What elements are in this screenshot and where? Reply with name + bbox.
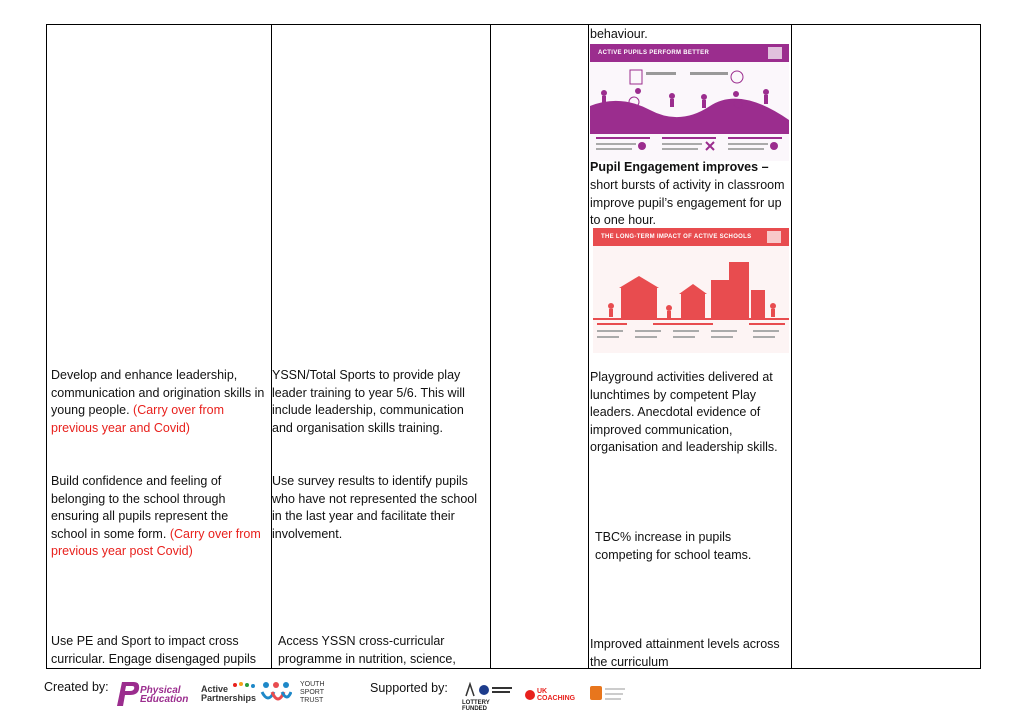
table-border-top — [46, 24, 981, 25]
table-border-right — [980, 24, 981, 668]
sport-england-lottery-logo — [462, 682, 514, 712]
yst-logo-text: YOUTH SPORT TRUST — [300, 681, 325, 704]
table-column-divider — [791, 24, 792, 668]
uk-coaching-mark — [525, 690, 535, 700]
afpe-logo-text: Physical Education — [140, 685, 189, 705]
action-play-leader-training: YSSN/Total Sports to provide play leader training to year 5/6. This will include leadership, communication and organisation skills training. — [272, 368, 465, 435]
engagement-text: short bursts of activity in classroom improve pupil’s engagement for up to one hour. — [590, 178, 785, 228]
table-column-divider — [588, 24, 589, 668]
lottery-funded-text: LOTTERY FUNDED — [462, 700, 490, 712]
outcome-playground: Playground activities delivered at lunchtimes by competent Play leaders. Anecdotal evidence of improved communication, organisation and leadership skills. — [590, 370, 778, 455]
table-border-left — [46, 24, 47, 668]
active-partnerships-text: Active Partnerships — [201, 684, 257, 703]
infographic-long-term-impact-art — [593, 228, 789, 353]
objective-belonging-text: Build confidence and feeling of belonging to the school through ensuring all pupils represent the school in some form. — [51, 474, 229, 541]
table-column-divider — [271, 24, 272, 668]
table-column-divider — [490, 24, 491, 668]
outcome-school-teams: TBC% increase in pupils competing for school teams. — [595, 530, 752, 562]
action-survey-results: Use survey results to identify pupils who have not represented the school in the last year and facilitate their involvement. — [272, 474, 477, 541]
infographic-banner: THE LONG-TERM IMPACT OF ACTIVE SCHOOLS — [593, 228, 789, 246]
infographic-long-term-impact — [593, 228, 789, 353]
carry-over-note: (Carry over from previous year post Covid) — [51, 526, 261, 559]
action-cross-curricular: Access YSSN cross-curricular programme in nutrition, science, — [278, 634, 456, 666]
afpe-logo — [114, 680, 198, 708]
behaviour-text: behaviour. — [590, 27, 648, 41]
created-by-label: Created by: — [44, 680, 109, 694]
supported-by-label: Supported by: — [370, 681, 448, 695]
objective-cross-curricular: Use PE and Sport to impact cross curricular. Engage disengaged pupils — [51, 634, 256, 666]
partner-logo-mark — [590, 684, 626, 704]
yst-logo-mark — [260, 680, 292, 706]
objective-leadership-text: Develop and enhance leadership, communication and origination skills in young people. — [51, 368, 265, 418]
outcome-attainment: Improved attainment levels across the curriculum — [590, 637, 780, 669]
uk-coaching-text: UK COACHING — [537, 688, 576, 702]
carry-over-note: (Carry over from previous year and Covid) — [51, 403, 225, 435]
objective-belonging — [51, 473, 265, 561]
infographic-active-pupils-art — [590, 44, 789, 161]
afpe-logo-mark — [114, 680, 140, 708]
sport-england-mark — [462, 682, 514, 698]
youth-sport-trust-logo — [260, 680, 330, 708]
objective-leadership — [51, 367, 265, 437]
infographic-active-pupils — [590, 44, 789, 161]
partner-logo — [590, 684, 626, 704]
active-partnerships-logo — [201, 681, 257, 707]
uk-coaching-logo — [525, 686, 577, 706]
engagement-heading: Pupil Engagement improves – — [590, 160, 769, 174]
infographic-banner: ACTIVE PUPILS PERFORM BETTER — [590, 44, 789, 62]
